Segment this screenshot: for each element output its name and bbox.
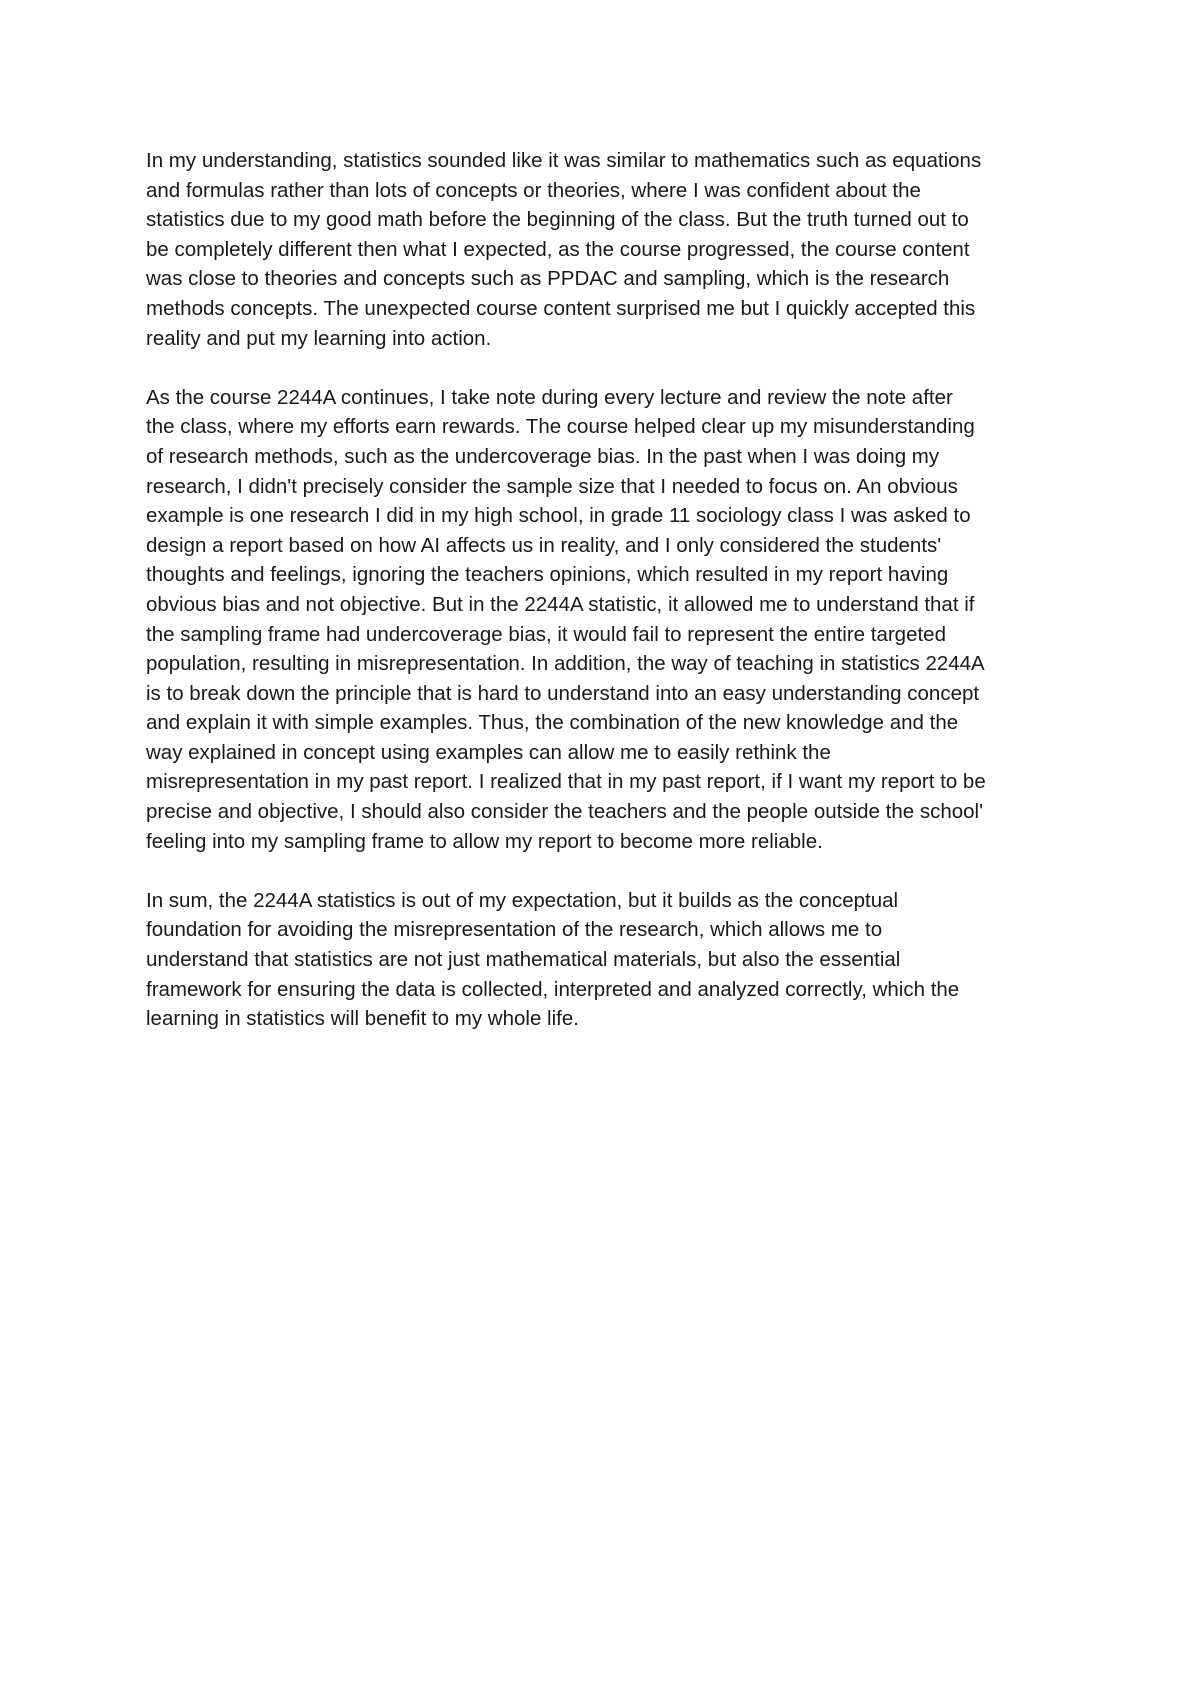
paragraph-2 — [146, 383, 1066, 857]
text-line: and formulas rather than lots of concepts or theories, where I was confident about the — [146, 178, 921, 202]
paragraph-3 — [146, 886, 1066, 1034]
text-line: obvious bias and not objective. But in the 2244A statistic, it allowed me to understand that if — [146, 592, 975, 616]
paragraph-1 — [146, 146, 1066, 353]
text-line: the class, where my efforts earn rewards. The course helped clear up my misunderstanding — [146, 415, 975, 439]
paragraph-spacer — [146, 856, 1066, 886]
text-line: and explain it with simple examples. Thus, the combination of the new knowledge and the — [146, 711, 959, 735]
text-line: feeling into my sampling frame to allow my report to become more reliable. — [146, 829, 823, 853]
text-line: was close to theories and concepts such as PPDAC and sampling, which is the research — [146, 267, 950, 291]
text-line: framework for ensuring the data is collected, interpreted and analyzed correctly, which the — [146, 977, 960, 1001]
text-line: misrepresentation in my past report. I realized that in my past report, if I want my report to be — [146, 770, 986, 794]
text-line: example is one research I did in my high school, in grade 11 sociology class I was asked to — [146, 504, 971, 528]
text-line: In my understanding, statistics sounded like it was similar to mathematics such as equations — [146, 149, 982, 172]
text-line: As the course 2244A continues, I take note during every lecture and review the note after — [146, 385, 953, 409]
paragraph-spacer — [146, 353, 1066, 383]
text-line: is to break down the principle that is hard to understand into an easy understanding concept — [146, 681, 980, 705]
text-line: In sum, the 2244A statistics is out of my expectation, but it builds as the conceptual — [146, 888, 899, 912]
text-line: way explained in concept using examples can allow me to easily rethink the — [146, 740, 831, 764]
document-body — [146, 146, 1066, 1034]
text-line: statistics due to my good math before the beginning of the class. But the truth turned out to — [146, 208, 969, 232]
text-line: thoughts and feelings, ignoring the teachers opinions, which resulted in my report having — [146, 563, 949, 587]
text-line: population, resulting in misrepresentation. In addition, the way of teaching in statistics 2244A — [146, 652, 985, 676]
text-line: be completely different then what I expected, as the course progressed, the course content — [146, 237, 970, 261]
text-line: of research methods, such as the undercoverage bias. In the past when I was doing my — [146, 444, 940, 468]
text-line: learning in statistics will benefit to my whole life. — [146, 1007, 579, 1031]
text-line: methods concepts. The unexpected course content surprised me but I quickly accepted this — [146, 296, 976, 320]
text-line: reality and put my learning into action. — [146, 326, 492, 350]
text-line: the sampling frame had undercoverage bias, it would fail to represent the entire targeted — [146, 622, 946, 646]
text-line: foundation for avoiding the misrepresentation of the research, which allows me to — [146, 918, 883, 942]
text-line: understand that statistics are not just mathematical materials, but also the essential — [146, 948, 901, 972]
text-line: research, I didn't precisely consider the sample size that I needed to focus on. An obvious — [146, 474, 958, 498]
text-line: design a report based on how AI affects us in reality, and I only considered the students' — [146, 533, 942, 557]
text-line: precise and objective, I should also consider the teachers and the people outside the school' — [146, 800, 983, 824]
